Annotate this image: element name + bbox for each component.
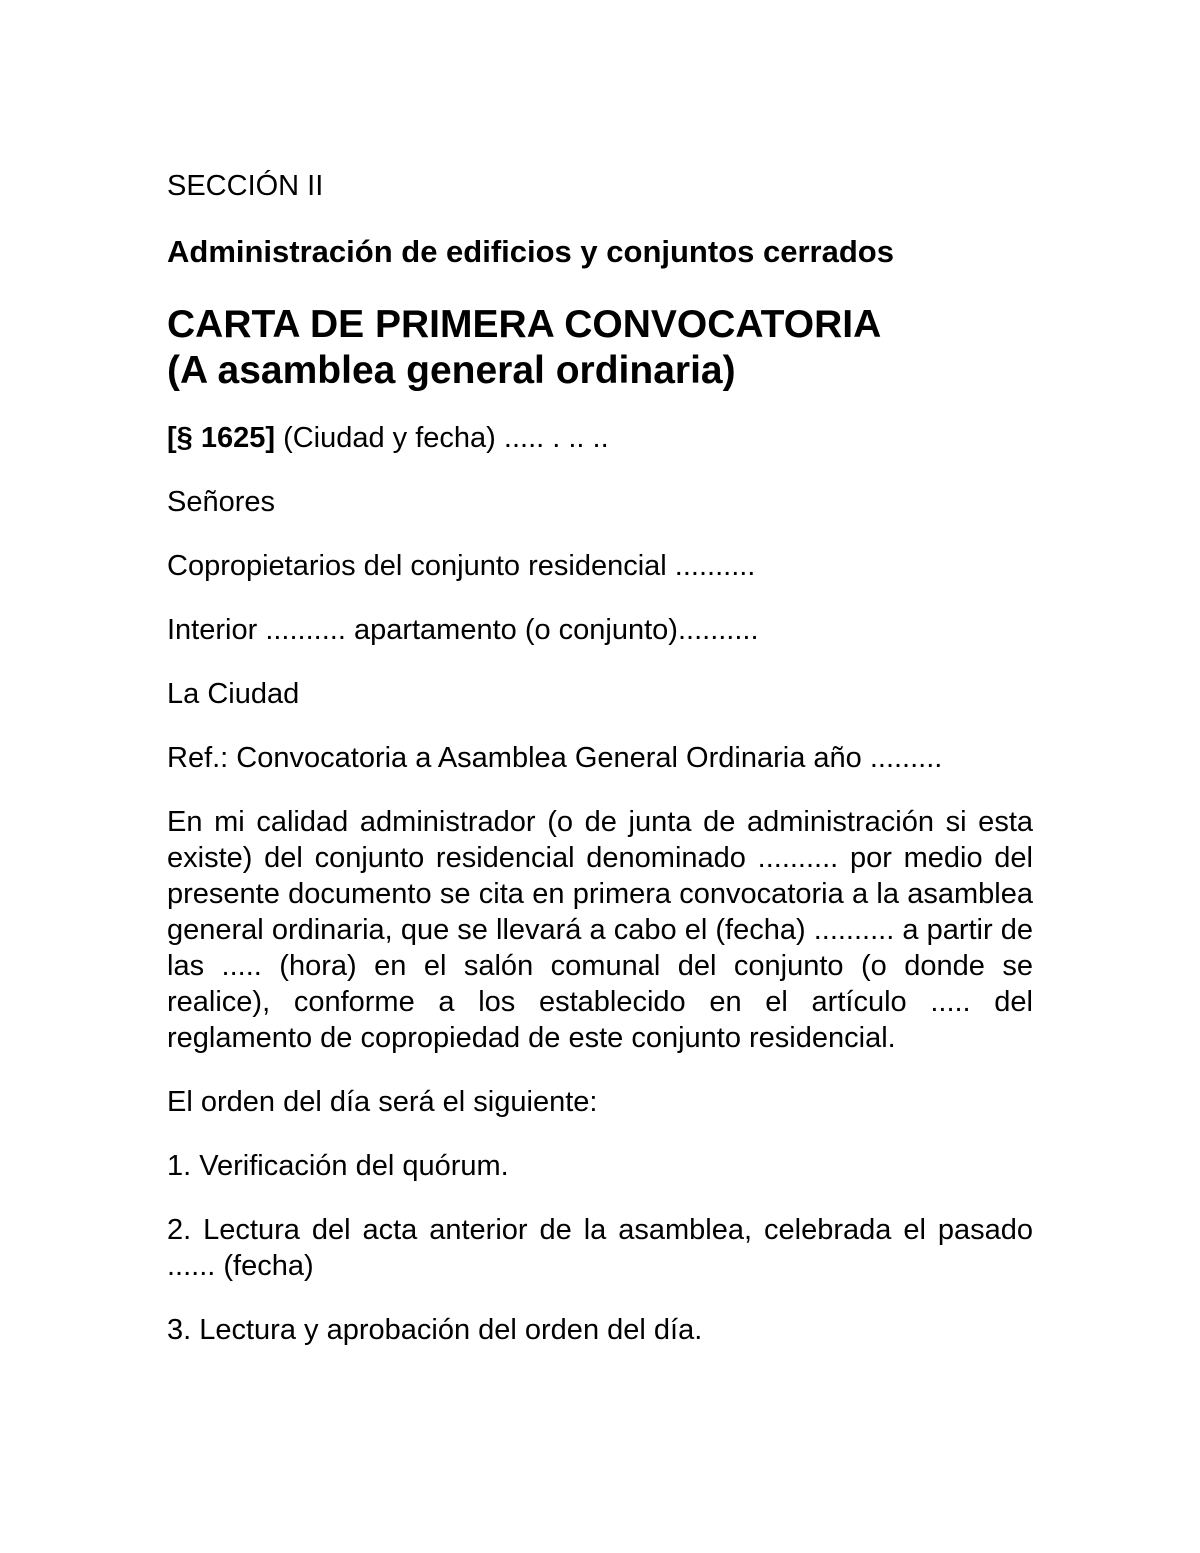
city-line: La Ciudad bbox=[167, 678, 300, 710]
agenda-item-3: 3. Lectura y aprobación del orden del día. bbox=[167, 1314, 703, 1346]
interior-line: Interior .......... apartamento (o conjunto).......... bbox=[167, 614, 759, 646]
city-date-text: (Ciudad y fecha) ..... . .. .. bbox=[275, 422, 609, 454]
document-subtitle: Administración de edificios y conjuntos cerrados bbox=[167, 234, 894, 269]
section-label: SECCIÓN II bbox=[167, 170, 324, 202]
recipients-line: Copropietarios del conjunto residencial .......... bbox=[167, 550, 756, 582]
body-paragraph: En mi calidad administrador (o de junta de administración si esta existe) del conjunto residencial denominado .......... por medio del presente documento se cita en primera convocatoria a la asamblea general ordinaria, que se llevará a cabo el (fecha) .......... a partir de las ..... (hora) en el salón comunal del conjunto (o donde se realice), conforme a los establecido en el artículo ..... del reglamento de copropiedad de este conjunto residencial. bbox=[167, 806, 1033, 1054]
agenda-intro: El orden del día será el siguiente: bbox=[167, 1086, 598, 1118]
reference-line: Ref.: Convocatoria a Asamblea General Ordinaria año ......... bbox=[167, 742, 943, 774]
title-line-2: (A asamblea general ordinaria) bbox=[167, 349, 736, 392]
agenda-item-2: 2. Lectura del acta anterior de la asamblea, celebrada el pasado ...... (fecha) bbox=[167, 1214, 1033, 1282]
salutation: Señores bbox=[167, 486, 276, 518]
document-body bbox=[167, 168, 1033, 1376]
agenda-item-1: 1. Verificación del quórum. bbox=[167, 1150, 509, 1182]
city-date-line bbox=[167, 420, 1033, 456]
ref-number: [§ 1625] bbox=[167, 422, 276, 454]
title-line-1: CARTA DE PRIMERA CONVOCATORIA bbox=[167, 303, 882, 346]
document-title bbox=[167, 302, 1033, 394]
